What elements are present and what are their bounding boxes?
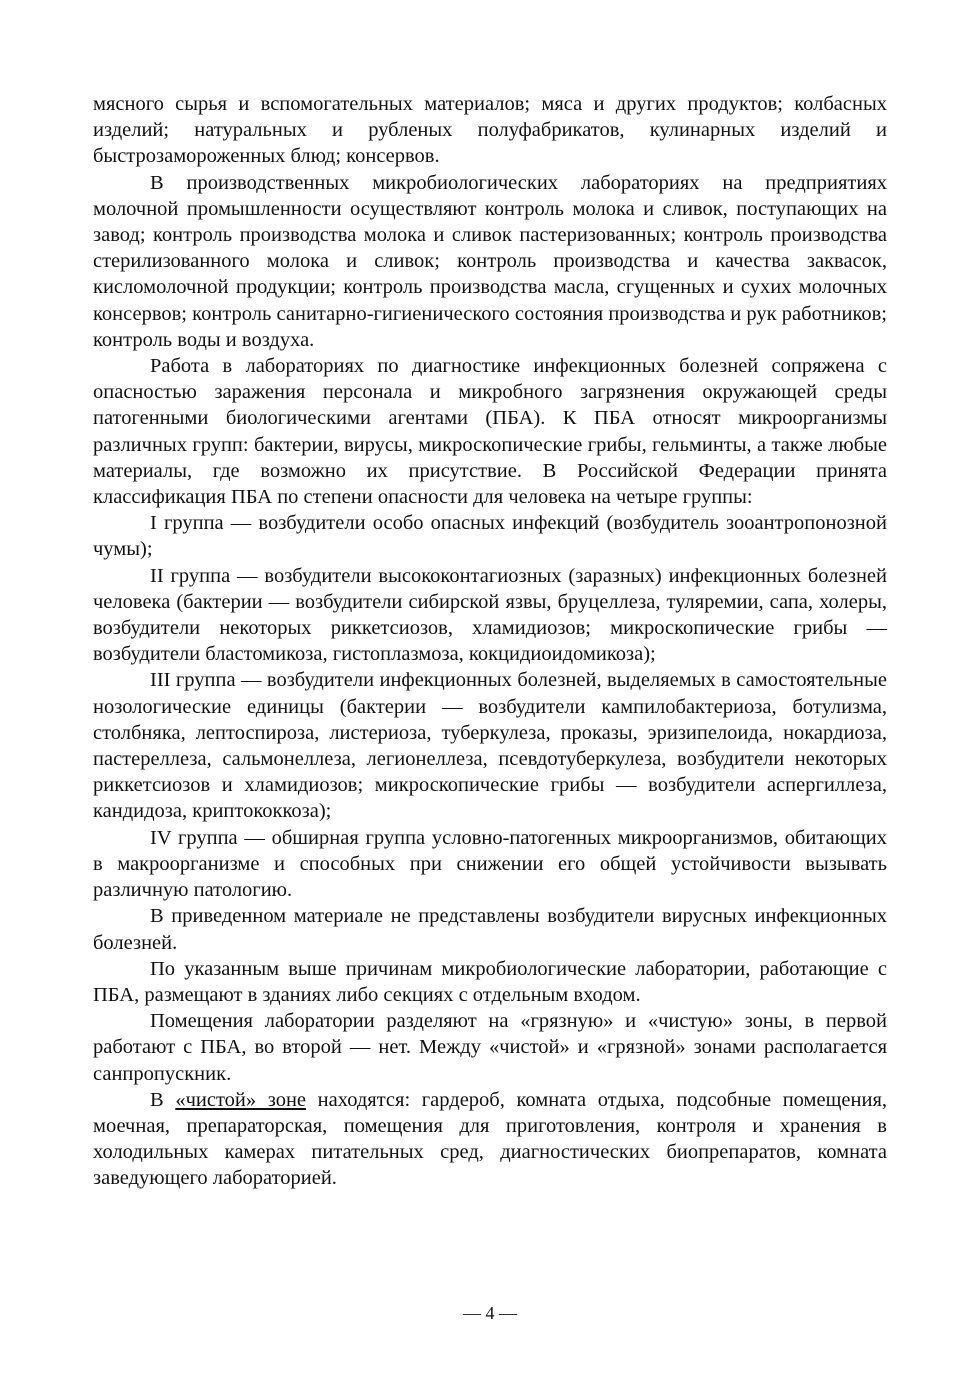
- paragraph-group-1: I группа — возбудители особо опасных инфекций (возбудитель зооантропонозной чумы);: [93, 512, 887, 561]
- paragraph-2: В производственных микробиологических лабораториях на предприятиях молочной промышленности осуществляют контроль молока и сливок, поступающих на завод; контроль производства молока и сливок пастеризованных; контроль производства стерилизованного молока и сливок; контроль производства и качества заквасок, кисломолочной продукции; контроль производства масла, сгущенных и сухих молочных консервов; контроль санитарно-гигиенического состояния производства и рук работников; контроль воды и воздуха.: [93, 171, 887, 351]
- paragraph-10: Помещения лаборатории разделяют на «грязную» и «чистую» зоны, в первой работают с ПБА, во второй — нет. Между «чистой» и «грязной» зонами располагается санпропускник.: [93, 1010, 887, 1085]
- paragraph-1: мясного сырья и вспомогательных материалов; мяса и других продуктов; колбасных изделий; натуральных и рубленых полуфабрикатов, кулинарных изделий и быстрозамороженных блюд; консервов.: [93, 93, 887, 168]
- paragraph-11-rest: находятся: гардероб, комната отдыха, подсобные помещения, моечная, препараторская, помещения для приготовления, контроля и хранения в холодильных камерах питательных сред, диагностических биопрепаратов, комната заведующего лабораторией.: [93, 1088, 887, 1190]
- paragraph-group-2: II группа — возбудители высококонтагиозных (заразных) инфекционных болезней человека (бактерии — возбудители сибирской язвы, бруцеллеза, туляремии, сапа, холеры, возбудители некоторых риккетсиозов, хламидиозов; микроскопические грибы — возбудители бластомикоза, гистоплазмоза, кокцидиоидомикоза);: [93, 564, 887, 666]
- paragraph-11: [93, 1087, 887, 1192]
- paragraph-group-3: III группа — возбудители инфекционных болезней, выделяемых в самостоятельные нозологические единицы (бактерии — возбудители кампилобактериоза, ботулизма, столбняка, лептоспироза, листериоза, туберкулеза, проказы, эризипелоида, нокардиоза, пастереллеза, сальмонеллеза, легионеллеза, псевдотуберкулеза, возбудители некоторых риккетсиозов и хламидиозов; микроскопические грибы — возбудители аспергиллеза, кандидоза, криптококкоза);: [93, 669, 887, 823]
- page-number: — 4 —: [463, 1303, 517, 1323]
- paragraph-9: По указанным выше причинам микробиологические лаборатории, работающие с ПБА, размещают в зданиях либо секциях с отдельным входом.: [93, 957, 887, 1006]
- paragraph-11-lead: В: [150, 1088, 176, 1111]
- paragraph-8: В приведенном материале не представлены возбудители вирусных инфекционных болезней.: [93, 905, 887, 954]
- paragraph-3: Работа в лабораториях по диагностике инфекционных болезней сопряжена с опасностью заражения персонала и микробного загрязнения окружающей среды патогенными биологическими агентами (ПБА). К ПБА относят микроорганизмы различных групп: бактерии, вирусы, микроскопические грибы, гельминты, а также любые материалы, где возможно их присутствие. В Российской Федерации принята классификация ПБА по степени опасности для человека на четыре группы:: [93, 355, 887, 509]
- paragraph-group-4: IV группа — обширная группа условно-патогенных микроорганизмов, обитающих в макроорганизме и способных при снижении его общей устойчивости вызывать различную патологию.: [93, 826, 887, 902]
- clean-zone-underlined: «чистой» зоне: [175, 1088, 307, 1111]
- page-body: [93, 91, 887, 1192]
